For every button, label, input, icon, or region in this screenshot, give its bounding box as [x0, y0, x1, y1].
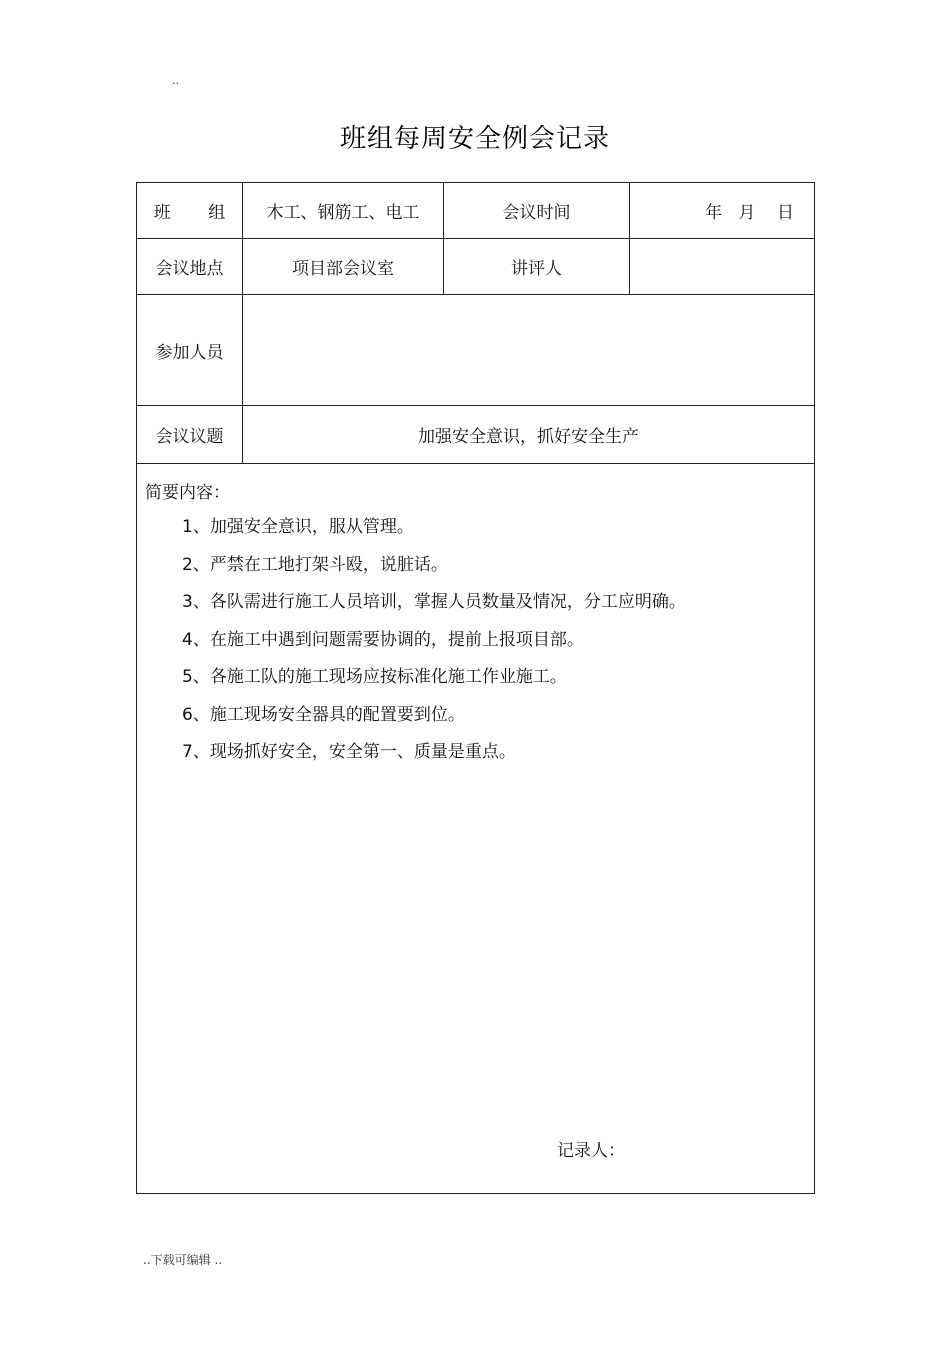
- team-label: 班 组: [153, 203, 242, 223]
- meeting-date-cell: [630, 183, 815, 239]
- summary-cell: [137, 464, 815, 1194]
- table-row-location: [137, 239, 815, 295]
- topic-label: 会议议题: [155, 427, 224, 447]
- list-item: 1、加强安全意识，服从管理。: [182, 517, 414, 537]
- summary-content: [137, 464, 814, 1193]
- meeting-record-table: [136, 182, 815, 1194]
- location-label-cell: [137, 239, 243, 295]
- summary-label: 简要内容：: [145, 483, 230, 503]
- list-item: 2、严禁在工地打架斗殴，说脏话。: [182, 554, 448, 575]
- document-title: 班组每周安全例会记录: [339, 124, 610, 154]
- meeting-time-label-cell: [444, 183, 630, 239]
- table-row-team: [137, 183, 815, 239]
- table-row-summary: [137, 464, 815, 1194]
- team-label-cell: [137, 183, 243, 239]
- topic-value-cell: [243, 406, 815, 464]
- recorder-label: 记录人：: [557, 1141, 625, 1161]
- topic-label-cell: [137, 406, 243, 464]
- reviewer-label-cell: [444, 239, 630, 295]
- participants-label: 参加人员: [155, 342, 224, 363]
- list-item: 4、在施工中遇到问题需要协调的，提前上报项目部。: [182, 629, 584, 650]
- team-value: 木工、钢筋工、电工: [266, 203, 420, 223]
- reviewer-label: 讲评人: [511, 259, 562, 279]
- topic-value: 加强安全意识，抓好安全生产: [418, 427, 639, 447]
- list-item: 6、施工现场安全器具的配置要到位。: [182, 704, 465, 725]
- meeting-time-label: 会议时间: [502, 203, 571, 223]
- table-row-topic: [137, 406, 815, 464]
- location-label: 会议地点: [155, 259, 224, 279]
- header-mark: ..: [172, 74, 179, 87]
- participants-label-cell: [137, 295, 243, 406]
- participants-value-cell: [243, 295, 815, 406]
- team-value-cell: [243, 183, 444, 239]
- table-row-participants: [137, 295, 815, 406]
- list-item: 5、各施工队的施工现场应按标准化施工作业施工。: [182, 667, 567, 687]
- reviewer-value-cell: [630, 239, 815, 295]
- list-item: 3、各队需进行施工人员培训，掌握人员数量及情况，分工应明确。: [182, 592, 686, 612]
- footer-mark: ..下载可编辑 ..: [143, 1253, 223, 1267]
- location-value-cell: [243, 239, 444, 295]
- meeting-date-value: 年 月 日: [705, 203, 794, 223]
- summary-list: [182, 514, 686, 777]
- location-value: 项目部会议室: [292, 259, 394, 279]
- list-item: 7、现场抓好安全，安全第一、质量是重点。: [182, 742, 516, 762]
